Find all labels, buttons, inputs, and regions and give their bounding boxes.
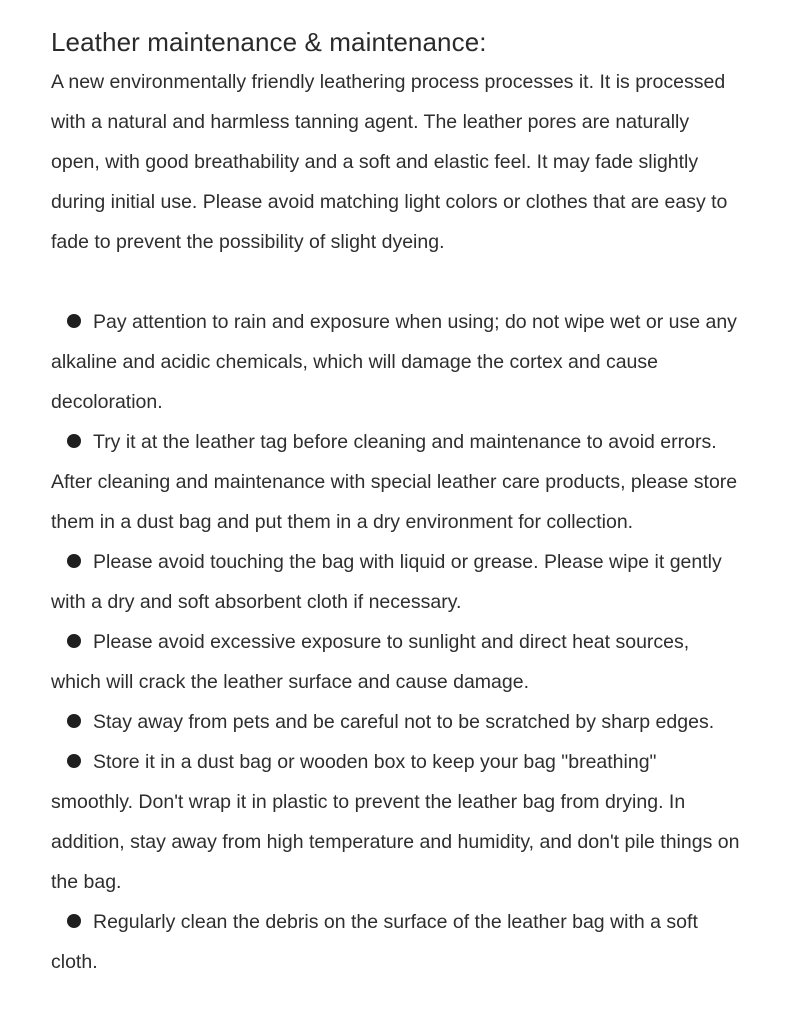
tip-text: Try it at the leather tag before cleaning and maintenance to avoid errors. After cleaning and maintenance with special leather care products, please store them in a dust bag and put them in a dry environment for collection. — [51, 431, 738, 533]
bullet-icon — [67, 634, 81, 648]
list-item — [51, 622, 741, 702]
tip-text: Regularly clean the debris on the surface of the leather bag with a soft cloth. — [51, 911, 698, 973]
bullet-icon — [67, 714, 81, 728]
tip-text: Please avoid excessive exposure to sunlight and direct heat sources, which will crack the leather surface and cause damage. — [51, 631, 690, 693]
page-title: Leather maintenance & maintenance: — [51, 27, 487, 57]
spacer — [51, 262, 741, 302]
list-item — [51, 302, 741, 422]
care-tips-list — [51, 302, 741, 982]
bullet-icon — [67, 914, 81, 928]
bullet-icon — [67, 754, 81, 768]
tip-text: Please avoid touching the bag with liquid or grease. Please wipe it gently with a dry and soft absorbent cloth if necessary. — [51, 551, 722, 613]
bullet-icon — [67, 314, 81, 328]
list-item — [51, 702, 741, 742]
intro-paragraph: A new environmentally friendly leathering process processes it. It is processed with a natural and harmless tanning agent. The leather pores are naturally open, with good breathability and a soft and elastic feel. It may fade slightly during initial use. Please avoid matching light colors or clothes that are easy to fade to prevent the possibility of slight dyeing. — [51, 71, 728, 253]
list-item — [51, 422, 741, 542]
tip-text: Store it in a dust bag or wooden box to keep your bag "breathing" smoothly. Don't wrap it in plastic to prevent the leather bag from drying. In addition, stay away from high temperature and humidity, and don't pile things on the bag. — [51, 751, 740, 893]
bullet-icon — [67, 434, 81, 448]
tip-text: Stay away from pets and be careful not to be scratched by sharp edges. — [93, 711, 715, 733]
care-instructions — [51, 22, 741, 982]
tip-text: Pay attention to rain and exposure when using; do not wipe wet or use any alkaline and acidic chemicals, which will damage the cortex and cause decoloration. — [51, 311, 737, 413]
bullet-icon — [67, 554, 81, 568]
list-item — [51, 742, 741, 902]
list-item — [51, 902, 741, 982]
list-item — [51, 542, 741, 622]
